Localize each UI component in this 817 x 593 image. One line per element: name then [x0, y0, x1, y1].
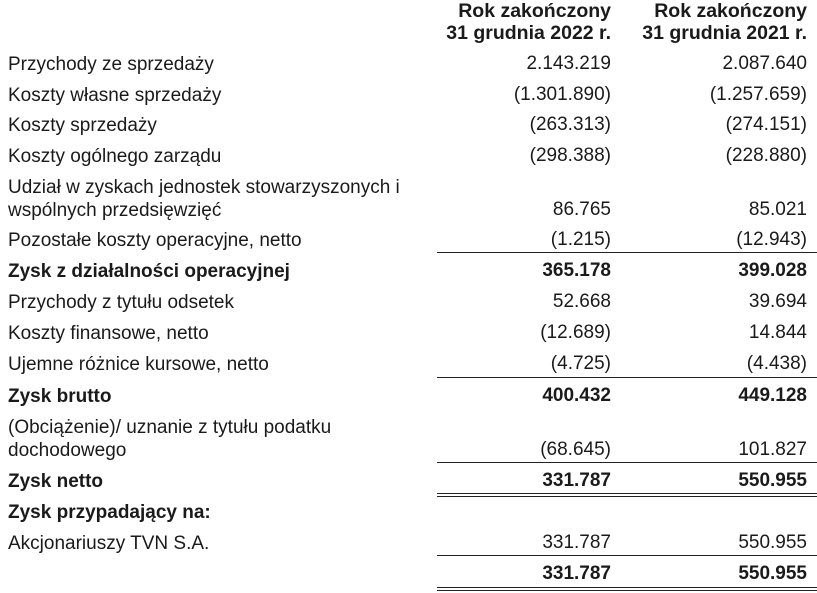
value-2021: (228.880) — [725, 145, 807, 166]
row-label — [8, 176, 438, 222]
value-2022: (1.215) — [550, 229, 611, 250]
row-label: Koszty sprzedaży — [8, 115, 157, 136]
value-2022: 2.143.219 — [526, 53, 611, 74]
subtotal-rule — [437, 252, 817, 253]
column-header-2022 — [430, 0, 611, 44]
row-label: Ujemne różnice kursowe, netto — [8, 354, 269, 375]
value-2022: (4.725) — [550, 353, 611, 374]
value-2022: 331.787 — [542, 532, 611, 553]
row-label: Koszty finansowe, netto — [8, 323, 209, 344]
subtotal-rule — [437, 377, 817, 378]
value-2021: 14.844 — [748, 322, 807, 343]
value-2021: 39.694 — [748, 291, 807, 312]
value-2022: 331.787 — [542, 470, 611, 491]
row-label: Koszty ogólnego zarządu — [8, 146, 222, 167]
column-header-2022-line1: Rok zakończony — [458, 0, 611, 22]
row-label-line2: wspólnych przedsięwzięć — [8, 200, 222, 221]
row-label-line1: (Obciążenie)/ uznanie z tytułu podatku — [8, 417, 332, 438]
value-2022: (263.313) — [529, 114, 611, 135]
row-label: Zysk z działalności operacyjnej — [8, 261, 290, 282]
value-2021: (4.438) — [746, 353, 807, 374]
value-2022: 400.432 — [542, 385, 611, 406]
row-label: Zysk brutto — [8, 386, 112, 407]
value-2022: (298.388) — [529, 145, 611, 166]
row-label: Przychody ze sprzedaży — [8, 54, 214, 75]
value-2021: 550.955 — [738, 563, 807, 584]
value-2021: 85.021 — [748, 199, 807, 220]
total-double-rule — [437, 493, 817, 497]
value-2021: (1.257.659) — [709, 84, 807, 105]
value-2022: 52.668 — [552, 291, 611, 312]
column-header-2021-line1: Rok zakończony — [654, 0, 807, 22]
column-header-2022-line2: 31 grudnia 2022 r. — [446, 22, 611, 44]
value-2022: 331.787 — [542, 563, 611, 584]
value-2021: 101.827 — [738, 439, 807, 460]
subtotal-rule — [437, 462, 817, 463]
value-2022: (1.301.890) — [513, 84, 611, 105]
value-2021: 399.028 — [738, 260, 807, 281]
row-label: Zysk netto — [8, 471, 104, 492]
value-2022: 365.178 — [542, 260, 611, 281]
value-2022: (12.689) — [540, 322, 611, 343]
value-2021: 449.128 — [738, 385, 807, 406]
row-label: Zysk przypadający na: — [8, 502, 211, 523]
value-2021: 550.955 — [738, 532, 807, 553]
row-label-line2: dochodowego — [8, 440, 127, 461]
value-2022: (68.645) — [540, 439, 611, 460]
subtotal-rule — [437, 555, 817, 556]
row-label: Akcjonariuszy TVN S.A. — [8, 533, 210, 554]
total-double-rule — [437, 587, 817, 591]
column-header-2021 — [612, 0, 807, 44]
value-2021: (12.943) — [736, 229, 807, 250]
row-label-line1: Udział w zyskach jednostek stowarzyszonych i — [8, 177, 400, 198]
value-2021: 2.087.640 — [722, 53, 807, 74]
row-label: Przychody z tytułu odsetek — [8, 292, 234, 313]
column-header-2021-line2: 31 grudnia 2021 r. — [642, 22, 807, 44]
value-2022: 86.765 — [552, 199, 611, 220]
value-2021: 550.955 — [738, 470, 807, 491]
row-label: Koszty własne sprzedaży — [8, 85, 222, 106]
value-2021: (274.151) — [725, 114, 807, 135]
row-label: Pozostałe koszty operacyjne, netto — [8, 230, 302, 251]
row-label — [8, 416, 438, 462]
